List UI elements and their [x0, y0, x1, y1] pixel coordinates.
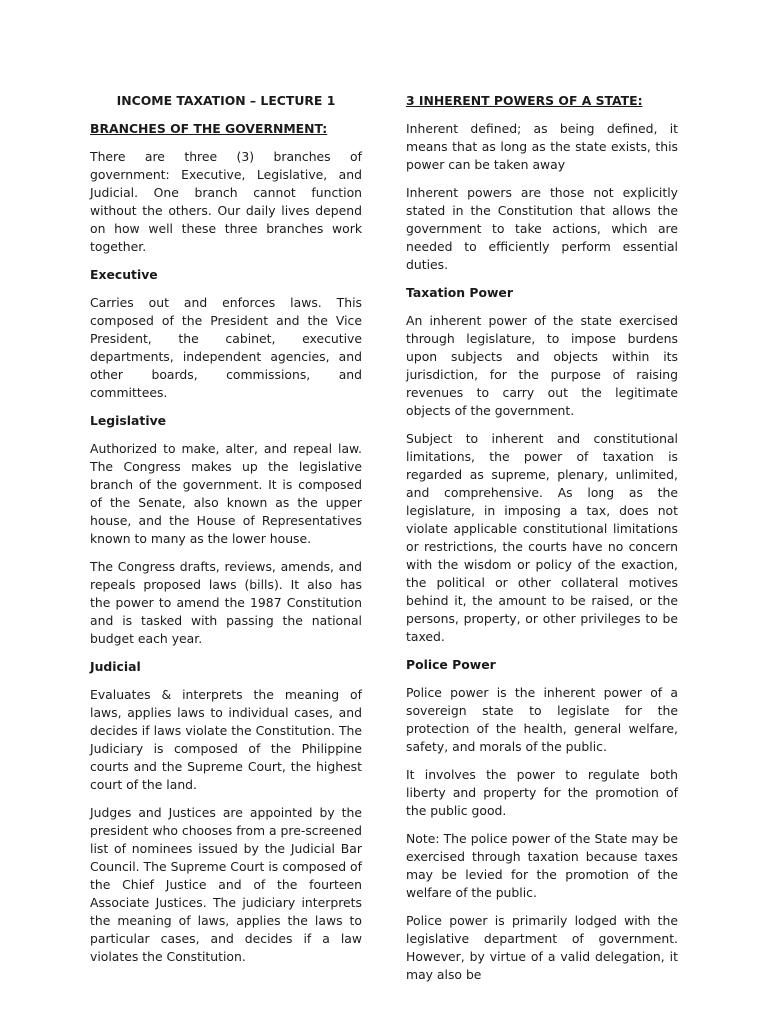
legislative-paragraph-1: Authorized to make, alter, and repeal law. The Congress makes up the legislative branch of the government. It is composed of the Senate, also known as the upper house, and the House of Representatives known to many as the lower house.: [90, 441, 362, 546]
inherent-powers-paragraph: Inherent powers are those not explicitly stated in the Constitution that allows the government to take actions, which are needed to efficiently perform essential duties.: [406, 185, 678, 272]
police-paragraph-1: Police power is the inherent power of a sovereign state to legislate for the protection of the health, general welfare, safety, and morals of the public.: [406, 685, 678, 754]
left-column: [90, 92, 362, 976]
inherent-powers-heading: 3 INHERENT POWERS OF A STATE:: [406, 93, 643, 108]
branches-intro: There are three (3) branches of government: Executive, Legislative, and Judicial. One branch cannot function without the others. Our daily lives depend on how well these three branches work together.: [90, 149, 362, 254]
police-power-heading: Police Power: [406, 657, 496, 672]
legislative-paragraph-2: The Congress drafts, reviews, amends, and repeals proposed laws (bills). It also has the power to amend the 1987 Constitution and is tasked with passing the national budget each year.: [90, 559, 362, 646]
taxation-paragraph-1: An inherent power of the state exercised through legislature, to impose burdens upon subjects and objects within its jurisdiction, for the purpose of raising revenues to carry out the legitimate objects of the government.: [406, 313, 678, 418]
executive-paragraph: Carries out and enforces laws. This composed of the President and the Vice President, the cabinet, executive departments, independent agencies, and other boards, commissions, and committees.: [90, 295, 362, 400]
judicial-heading: Judicial: [90, 659, 141, 674]
police-paragraph-3: Note: The police power of the State may be exercised through taxation because taxes may be levied for the promotion of the welfare of the public.: [406, 831, 678, 900]
branches-heading: BRANCHES OF THE GOVERNMENT:: [90, 121, 328, 136]
legislative-heading: Legislative: [90, 413, 167, 428]
taxation-power-heading: Taxation Power: [406, 285, 513, 300]
police-paragraph-2: It involves the power to regulate both liberty and property for the promotion of the public good.: [406, 767, 678, 818]
inherent-definition-paragraph: Inherent defined; as being defined, it means that as long as the state exists, this power can be taken away: [406, 121, 678, 172]
taxation-paragraph-2: Subject to inherent and constitutional limitations, the power of taxation is regarded as supreme, plenary, unlimited, and comprehensive. As long as the legislature, in imposing a tax, does not violate applicable constitutional limitations or restrictions, the courts have no concern with the wisdom or policy of the exaction, the political or other collateral motives behind it, the amount to be raised, or the persons, property, or other privileges to be taxed.: [406, 431, 678, 644]
judicial-paragraph-2: Judges and Justices are appointed by the president who chooses from a pre-screened list of nominees issued by the Judicial Bar Council. The Supreme Court is composed of the Chief Justice and of the fourteen Associate Justices. The judiciary interprets the meaning of laws, applies the laws to particular cases, and decides if a law violates the Constitution.: [90, 805, 362, 964]
judicial-paragraph-1: Evaluates & interprets the meaning of laws, applies laws to individual cases, and decides if laws violate the Constitution. The Judiciary is composed of the Philippine courts and the Supreme Court, the highest court of the land.: [90, 687, 362, 792]
executive-heading: Executive: [90, 267, 158, 282]
police-paragraph-4: Police power is primarily lodged with the legislative department of government. However, by virtue of a valid delegation, it may also be: [406, 913, 678, 982]
document-title: INCOME TAXATION – LECTURE 1: [116, 93, 336, 108]
right-column: [406, 92, 678, 994]
